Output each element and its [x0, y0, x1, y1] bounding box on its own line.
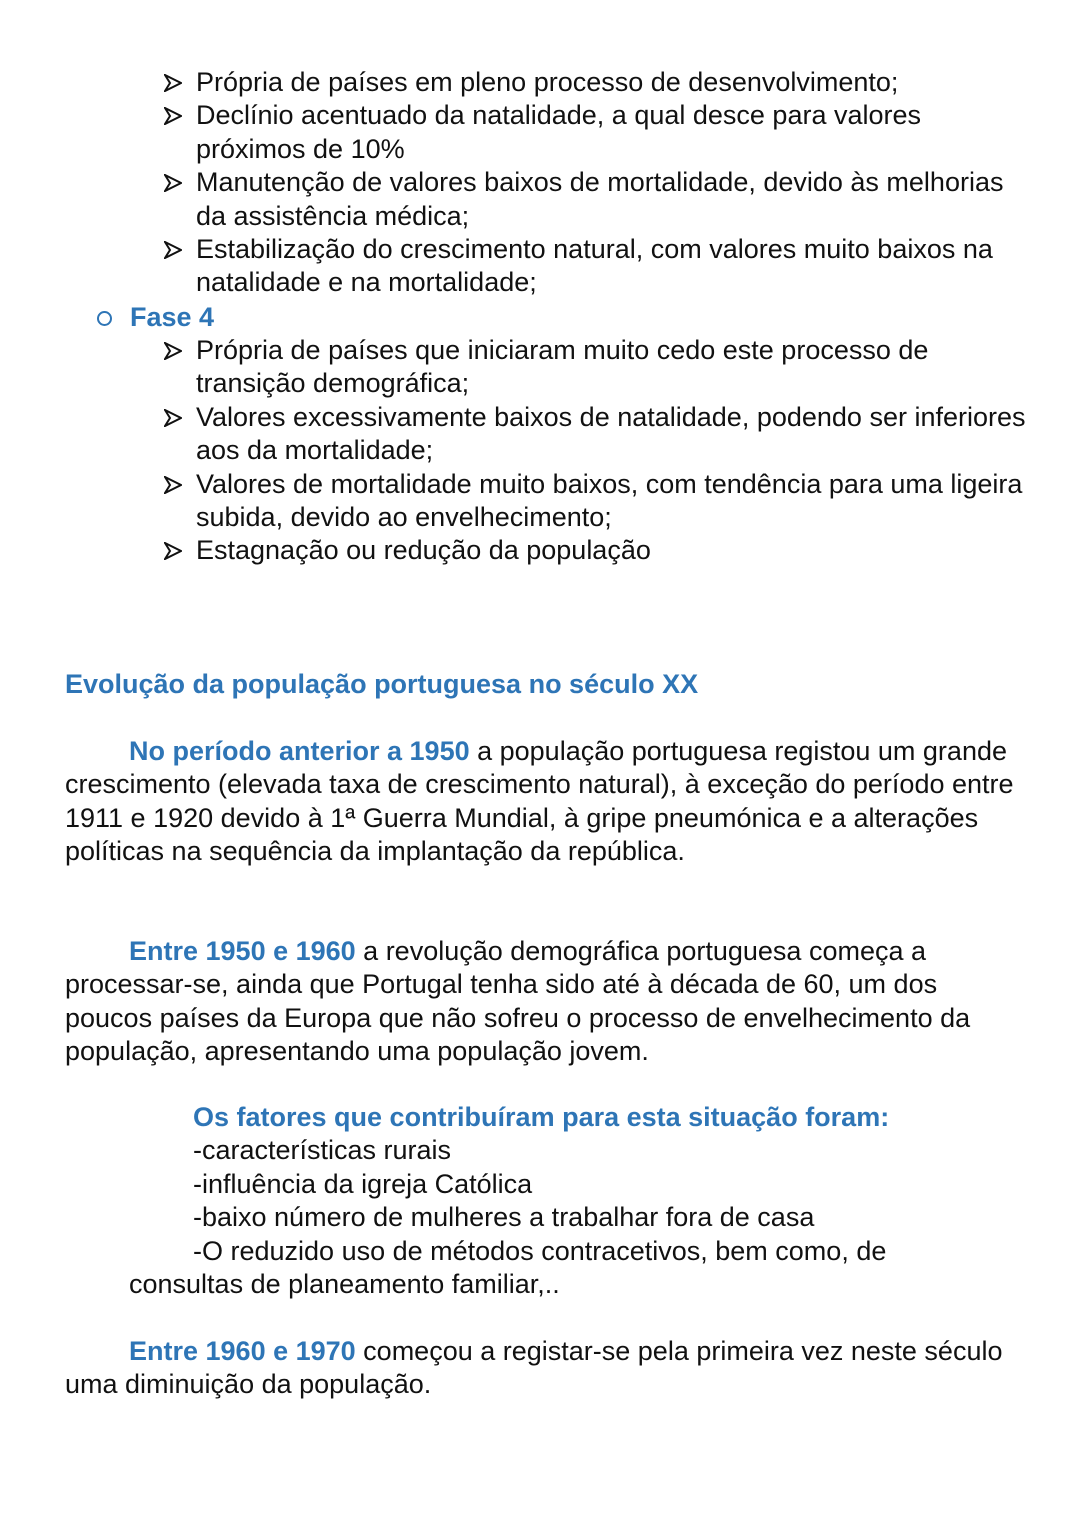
- paragraph-text: a revolução demográfica portuguesa começa a processar-se, ainda que Portugal tenha sido até à década de 60, um dos poucos países da Europa que não sofreu o processo de envelhecimento da população, apresentando uma população jovem.: [65, 936, 971, 1067]
- section-title: Evolução da população portuguesa no século XX: [65, 669, 699, 699]
- arrow-bullet-icon: [164, 542, 182, 560]
- list-item: [160, 401, 1030, 468]
- bullet-text: Valores de mortalidade muito baixos, com tendência para uma ligeira subida, devido ao envelhecimento;: [196, 468, 1023, 533]
- list-item: [160, 334, 1030, 401]
- paragraph-lead: Entre 1960 e 1970: [129, 1336, 356, 1366]
- factors-heading: Os fatores que contribuíram para esta situação foram:: [193, 1102, 890, 1132]
- arrow-bullet-icon: [164, 342, 182, 360]
- list-item: [160, 468, 1030, 535]
- list-item: [160, 233, 1030, 300]
- bullet-text: Estabilização do crescimento natural, com valores muito baixos na natalidade e na mortalidade;: [196, 234, 993, 298]
- bullet-text: Própria de países que iniciaram muito cedo este processo de transição demográfica;: [196, 335, 929, 399]
- bullet-text: Manutenção de valores baixos de mortalidade, devido às melhorias da assistência médica;: [196, 167, 1004, 231]
- bullet-text: Valores excessivamente baixos de natalidade, podendo ser inferiores aos da mortalidade;: [196, 401, 1026, 466]
- arrow-bullet-icon: [164, 241, 182, 259]
- bullet-text: Própria de países em pleno processo de desenvolvimento;: [196, 67, 899, 97]
- phase3-bullet-list: [160, 66, 1030, 300]
- arrow-bullet-icon: [164, 174, 182, 192]
- factor-item-continuation: consultas de planeamento familiar,..: [129, 1269, 560, 1300]
- paragraph-lead: No período anterior a 1950: [129, 736, 470, 766]
- list-item: [160, 534, 1030, 567]
- factor-item: -características rurais: [193, 1135, 452, 1166]
- factor-item: -influência da igreja Católica: [193, 1168, 533, 1199]
- hollow-circle-icon: [97, 311, 112, 326]
- factors-block: [65, 1101, 1025, 1301]
- bullet-text: Declínio acentuado da natalidade, a qual desce para valores próximos de 10%: [196, 100, 922, 164]
- arrow-bullet-icon: [164, 74, 182, 92]
- paragraph-before-1950: [65, 735, 1025, 869]
- factor-item: -O reduzido uso de métodos contracetivos, bem como, de: [193, 1235, 887, 1266]
- arrow-bullet-icon: [164, 107, 182, 125]
- paragraph-1950-1960: [65, 935, 1025, 1069]
- list-item: [160, 166, 1030, 233]
- paragraph-lead: Entre 1950 e 1960: [129, 936, 356, 966]
- list-item: [160, 99, 1030, 166]
- list-item: [160, 66, 1030, 99]
- paragraph-text: começou a registar-se pela primeira vez neste século uma diminuição da população.: [65, 1336, 1003, 1400]
- bullet-text: Estagnação ou redução da população: [196, 535, 651, 566]
- factor-item: -baixo número de mulheres a trabalhar fora de casa: [193, 1202, 815, 1233]
- arrow-bullet-icon: [164, 476, 182, 494]
- phase4-heading: Fase 4: [130, 302, 215, 333]
- arrow-bullet-icon: [164, 409, 182, 427]
- paragraph-1960-1970: [65, 1335, 1025, 1402]
- phase4-bullet-list: [160, 334, 1030, 568]
- paragraph-text: a população portuguesa registou um grande crescimento (elevada taxa de crescimento natural), à exceção do período entre 1911 e 1920 devido à 1ª Guerra Mundial, à gripe pneumónica e a alterações políticas na sequência da implantação da república.: [65, 736, 1014, 867]
- phase4-heading-row: [97, 301, 214, 335]
